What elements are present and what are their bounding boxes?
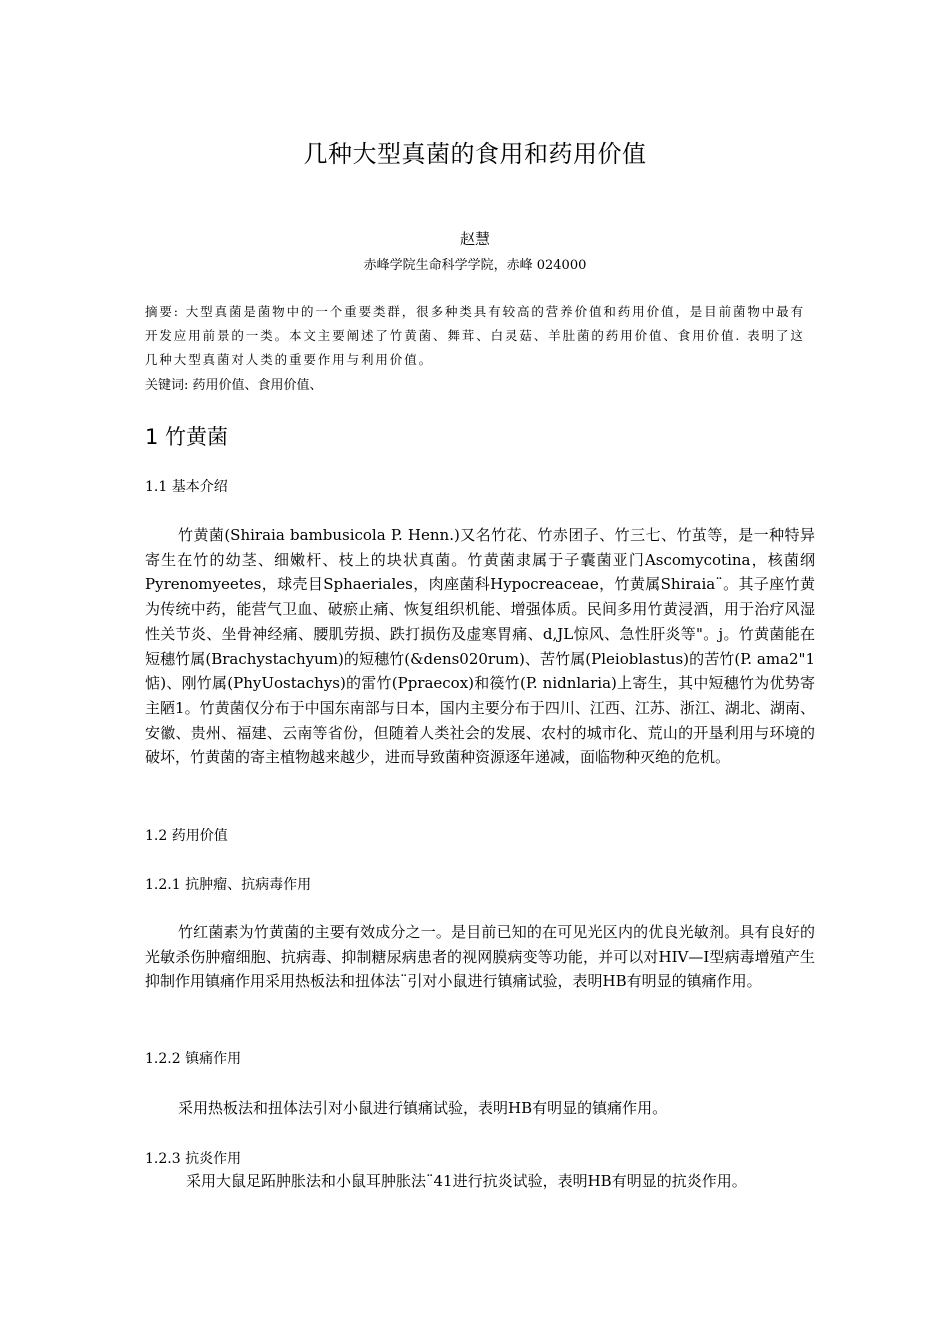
subsubsection-heading-anti-inflammatory: 1.2.3 抗炎作用	[145, 1151, 242, 1167]
keywords: 关键词: 药用价值、食用价值、	[145, 378, 323, 393]
paragraph-basic-intro: 竹黄菌(Shiraia bambusicola P. Henn.)又名竹花、竹赤团子、竹三七、竹茧等，是一种特异寄生在竹的幼茎、细嫩杆、枝上的块状真菌。竹黄菌隶属于子囊菌亚门Ascomycotina，核菌纲Pyrenomyeetes，球壳目Sphaeriales，肉座菌科Hypocreaceae，竹黄属Shiraia¨。其子座竹黄为传统中药，能营气卫血、破瘀止痛、恢复组织机能、增强体质。民间多用竹黄浸酒，用于治疗风湿性关节炎、坐骨神经痛、腰肌劳损、跌打损伤及虚寒胃痛、d,JL惊风、急性肝炎等"。j。竹黄菌能在短穗竹属(Brachystachyum)的短穗竹(&dens020rum)、苦竹属(Pleioblastus)的苦竹(P. ama2"1惦)、刚竹属(PhyUostachys)的雷竹(Ppraecox)和篌竹(P. nidnlaria)上寄生，其中短穗竹为优势寄主陋1。竹黄菌仅分布于中国东南部与日本，国内主要分布于四川、江西、江苏、浙江、湖北、湖南、安徽、贵州、福建、云南等省份，但随着人类社会的发展、农村的城市化、荒山的开垦利用与环境的破坏，竹黄菌的寄主植物越来越少，进而导致菌种资源逐年递减，面临物种灭绝的危机。	[145, 526, 815, 767]
paragraph-anti-inflammatory: 采用大鼠足跖肿胀法和小鼠耳肿胀法¨41进行抗炎试验，表明HB有明显的抗炎作用。	[186, 1172, 747, 1190]
paper-title: 几种大型真菌的食用和药用价值	[303, 140, 647, 168]
subsection-heading-medicinal-value: 1.2 药用价值	[145, 828, 228, 844]
section-heading: 1 竹黄菌	[145, 425, 229, 449]
subsubsection-heading-analgesic: 1.2.2 镇痛作用	[145, 1051, 242, 1067]
author-affiliation: 赤峰学院生命科学学院，赤峰 024000	[363, 258, 587, 273]
subsection-heading-basic-intro: 1.1 基本介绍	[145, 479, 228, 495]
paragraph-analgesic: 采用热板法和扭体法引对小鼠进行镇痛试验，表明HB有明显的镇痛作用。	[178, 1099, 668, 1117]
abstract: 摘要: 大型真菌是菌物中的一个重要类群，很多种类具有较高的营养价值和药用价值，是目前菌物中最有开发应用前景的一类。本文主要阐述了竹黄菌、舞茸、白灵菇、羊肚菌的药用价值、食用价值. 表明了这几种大型真菌对人类的重要作用与利用价值。	[145, 304, 805, 367]
paragraph-antitumor: 竹红菌素为竹黄菌的主要有效成分之一。是目前已知的在可见光区内的优良光敏剂。具有良好的光敏杀伤肿瘤细胞、抗病毒、抑制糖尿病患者的视网膜病变等功能，并可以对HIV—I型病毒增殖产生抑制作用镇痛作用采用热板法和扭体法¨引对小鼠进行镇痛试验，表明HB有明显的镇痛作用。	[145, 923, 815, 991]
subsubsection-heading-antitumor: 1.2.1 抗肿瘤、抗病毒作用	[145, 877, 312, 893]
author-name: 赵慧	[459, 230, 490, 248]
